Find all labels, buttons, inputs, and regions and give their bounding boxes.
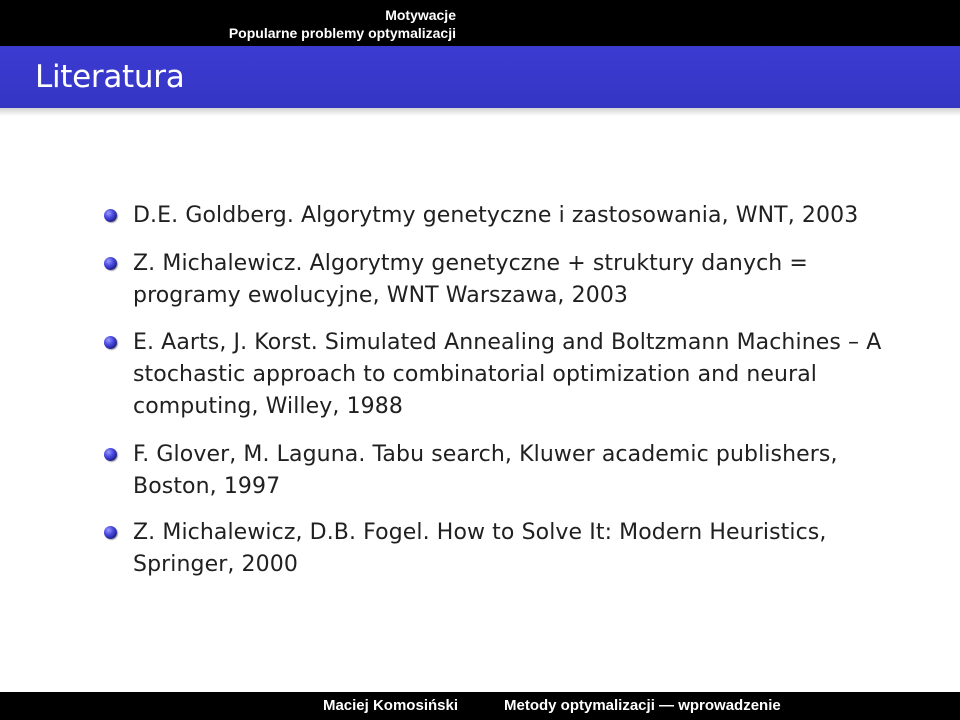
nav-section-link[interactable]: Motywacje — [385, 7, 456, 23]
reference-text: E. Aarts, J. Korst. Simulated Annealing and Boltzmann Machines – A stochastic approach to combinatorial optimization and neural computing, Willey, 1988 — [133, 330, 882, 419]
reference-item — [133, 200, 893, 232]
reference-text: Z. Michalewicz, D.B. Fogel. How to Solve It: Modern Heuristics, Springer, 2000 — [133, 520, 827, 577]
bullet-icon — [104, 209, 117, 222]
footer-presentation-title: Metody optymalizacji — wprowadzenie — [504, 697, 781, 714]
reference-text: D.E. Goldberg. Algorytmy genetyczne i zastosowania, WNT, 2003 — [133, 203, 859, 228]
reference-text: Z. Michalewicz. Algorytmy genetyczne + struktury danych = programy ewolucyjne, WNT Warszawa, 2003 — [133, 251, 808, 308]
footer-bar — [0, 692, 960, 720]
reference-text: F. Glover, M. Laguna. Tabu search, Kluwer academic publishers, Boston, 1997 — [133, 442, 838, 499]
nav-subsection-link[interactable]: Popularne problemy optymalizacji — [228, 25, 456, 41]
reference-item — [133, 327, 893, 423]
bullet-icon — [104, 448, 117, 461]
reference-item — [133, 248, 893, 312]
frame-title: Literatura — [35, 59, 185, 95]
footer-title-panel — [480, 692, 960, 720]
footer-author: Maciej Komosiński — [322, 697, 458, 714]
reference-item — [133, 517, 893, 581]
bullet-icon — [104, 336, 117, 349]
footer-author-panel — [0, 692, 480, 720]
reference-item — [133, 439, 893, 503]
bullet-icon — [104, 526, 117, 539]
bullet-icon — [104, 257, 117, 270]
